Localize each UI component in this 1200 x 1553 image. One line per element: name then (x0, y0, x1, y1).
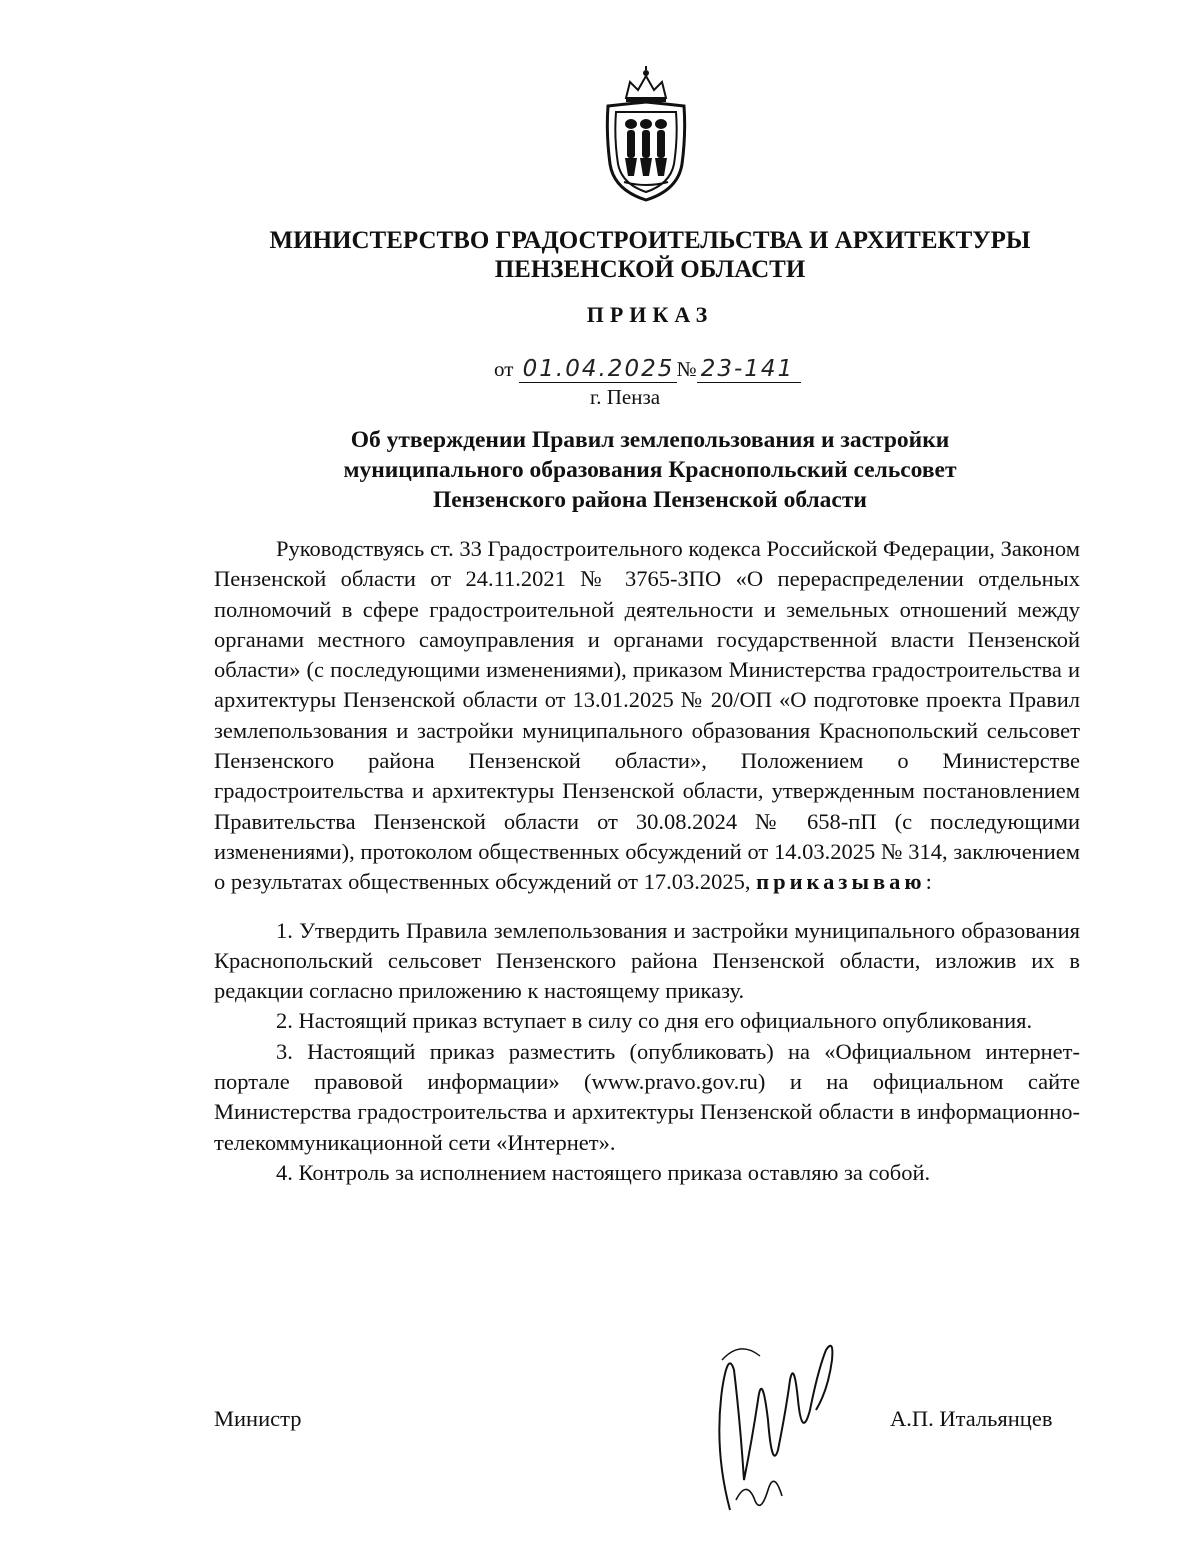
title-line-2: муниципального образования Краснопольский сельсовет (343, 457, 957, 483)
title-line-1: Об утверждении Правил землепользования и застройки (350, 427, 950, 453)
order-item-2: 2. Настоящий приказ вступает в силу со дня его официального опубликования. (276, 1008, 1033, 1034)
document-body (214, 534, 1080, 1188)
order-item-4: 4. Контроль за исполнением настоящего приказа оставляю за собой. (276, 1159, 931, 1185)
document-type: ПРИКАЗ (586, 302, 714, 327)
order-colon: : (925, 869, 932, 895)
preamble-text: Руководствуясь ст. 33 Градостроительного кодекса Российской Федерации, Законом Пензенской области от 24.11.2021 № 3765-ЗПО «О перераспределении отдельных полномочий в сфере градостроительной деятельности и земельных отношений между органами местного самоуправления и органами государственной власти Пензенской области» (с последующими изменениями), приказом Министерства градостроительства и архитектуры Пензенской области от 13.01.2025 № 20/ОП «О подготовке проекта Правил землепользования и застройки муниципального образования Краснопольский сельсовет Пензенского района Пензенской области», Положением о Министерстве градостроительства и архитектуры Пензенской области, утвержденным постановлением Правительства Пензенской области от 30.08.2024 № 658-пП (с последующими изменениями), протоколом общественных обсуждений от 14.03.2025 № 314, заключением о результатах общественных обсуждений от 17.03.2025, (214, 536, 1080, 895)
signer-position: Министр (214, 1406, 302, 1431)
coat-of-arms-icon (596, 64, 696, 204)
date-prefix: от (494, 357, 514, 381)
order-item-1: 1. Утвердить Правила землепользования и застройки муниципального образования Краснопольский сельсовет Пензенского района Пензенской области, изложив их в редакции согласно приложению к настоящему приказу. (214, 917, 1080, 1004)
order-item-3: 3. Настоящий приказ разместить (опубликовать) на «Официальном интернет-портале правовой информации» (www.pravo.gov.ru) и на официальном сайте Министерства градостроительства и архитектуры Пензенской области в информационно-телекоммуникационной сети «Интернет». (214, 1038, 1080, 1155)
ministry-name-line-1: МИНИСТЕРСТВО ГРАДОСТРОИТЕЛЬСТВА И АРХИТЕКТУРЫ (269, 227, 1031, 254)
signer-name: А.П. Итальянцев (890, 1406, 1053, 1431)
number-value: 23-141 (697, 356, 801, 383)
date-value: 01.04.2025 (519, 356, 677, 383)
number-prefix: № (676, 357, 697, 381)
city: г. Пенза (590, 385, 661, 409)
preamble-paragraph (214, 534, 1080, 898)
date-number-line (494, 356, 801, 383)
ministry-name-line-2: ПЕНЗЕНСКОЙ ОБЛАСТИ (494, 256, 806, 283)
title-line-3: Пензенского района Пензенской области (433, 487, 867, 513)
handwritten-signature (700, 1330, 860, 1530)
order-word: приказываю (756, 869, 926, 895)
document-title (230, 425, 1070, 515)
ministry-name (180, 226, 1120, 284)
